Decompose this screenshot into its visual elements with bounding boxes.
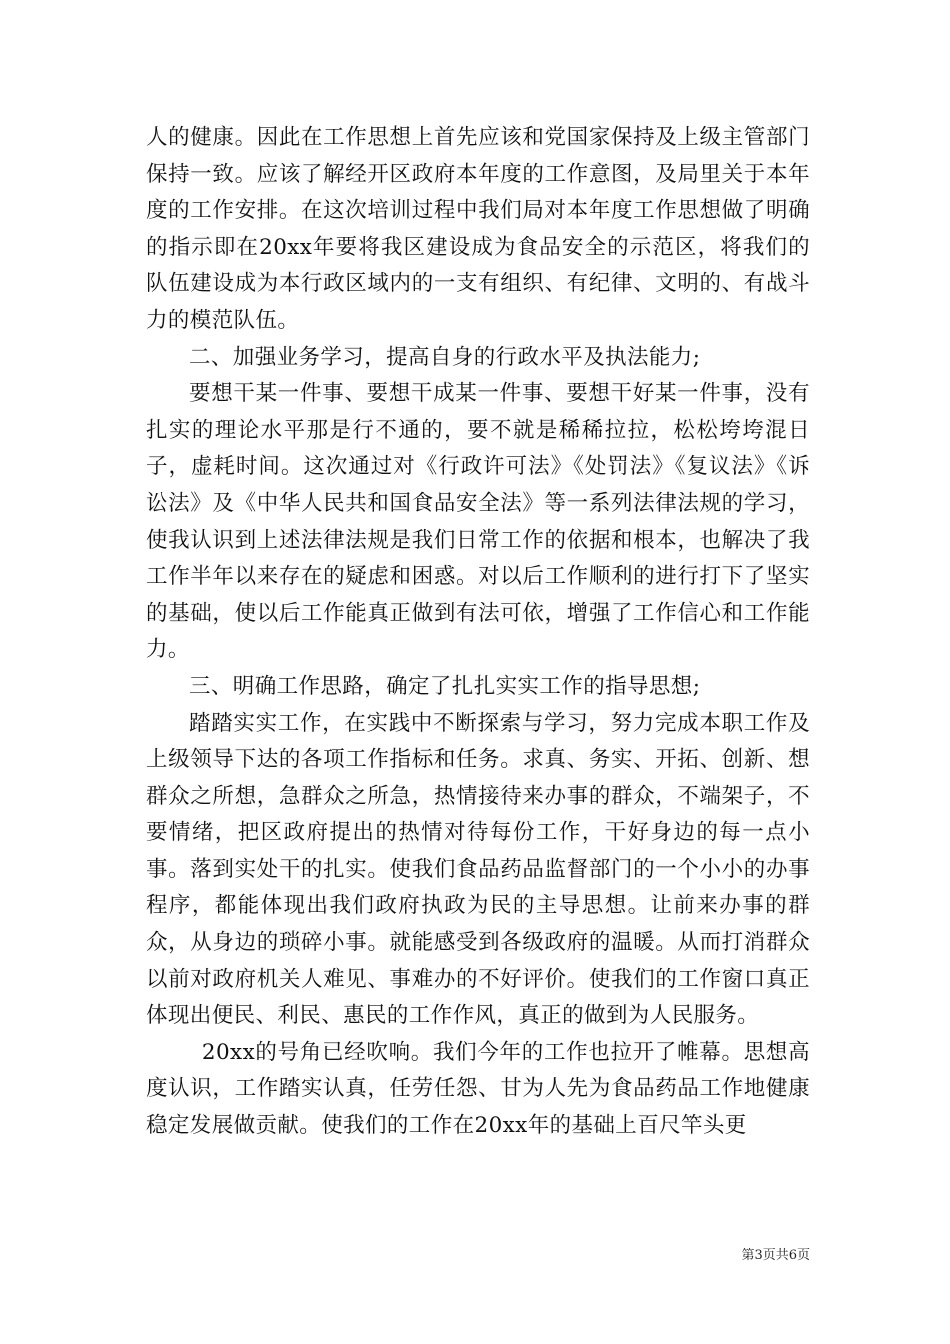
section-heading-3: 三、明确工作思路，确定了扎扎实实工作的指导思想; <box>189 673 701 699</box>
paragraph-continuation: 人的健康。因此在工作思想上首先应该和党国家保持及上级主管部门保持一致。应该了解经开区政府本年度的工作意图，及局里关于本年度的工作安排。在这次培训过程中我们局对本年度工作思想做了明确的指示即在20xx年要将我区建设成为食品安全的示范区，将我们的队伍建设成为本行政区域内的一支有组织、有纪律、文明的、有战斗力的模范队伍。 <box>146 125 810 333</box>
page-number-footer: 第3页共6页 <box>741 1248 810 1263</box>
paragraph-work: 踏踏实实工作，在实践中不断探索与学习，努力完成本职工作及上级领导下达的各项工作指标和任务。求真、务实、开拓、创新、想群众之所想，急群众之所急，热情接待来办事的群众，不端架子，不要情绪，把区政府提出的热情对待每份工作，干好身边的每一点小事。落到实处干的扎实。使我们食品药品监督部门的一个小小的办事程序，都能体现出我们政府执政为民的主导思想。让前来办事的群众，从身边的琐碎小事。就能感受到各级政府的温暖。从而打消群众以前对政府机关人难见、事难办的不好评价。使我们的工作窗口真正体现出便民、利民、惠民的工作作风，真正的做到为人民服务。 <box>146 710 810 1029</box>
section-heading-2: 二、加强业务学习，提高自身的行政水平及执法能力; <box>189 344 701 370</box>
paragraph-study: 要想干某一件事、要想干成某一件事、要想干好某一件事，没有扎实的理论水平那是行不通的，要不就是稀稀拉拉，松松垮垮混日子，虚耗时间。这次通过对《行政许可法》《处罚法》《复议法》《诉讼法》及《中华人民共和国食品安全法》等一系列法律法规的学习，使我认识到上述法律法规是我们日常工作的依据和根本，也解决了我工作半年以来存在的疑虑和困惑。对以后工作顺利的进行打下了坚实的基础，使以后工作能真正做到有法可依，增强了工作信心和工作能力。 <box>146 381 810 663</box>
paragraph-closing: 20xx的号角已经吹响。我们今年的工作也拉开了帷幕。思想高度认识，工作踏实认真，任劳任怨、甘为人先为食品药品工作地健康稳定发展做贡献。使我们的工作在20xx年的基础上百尺竿头更 <box>146 1039 810 1139</box>
body-text <box>146 120 810 1145</box>
